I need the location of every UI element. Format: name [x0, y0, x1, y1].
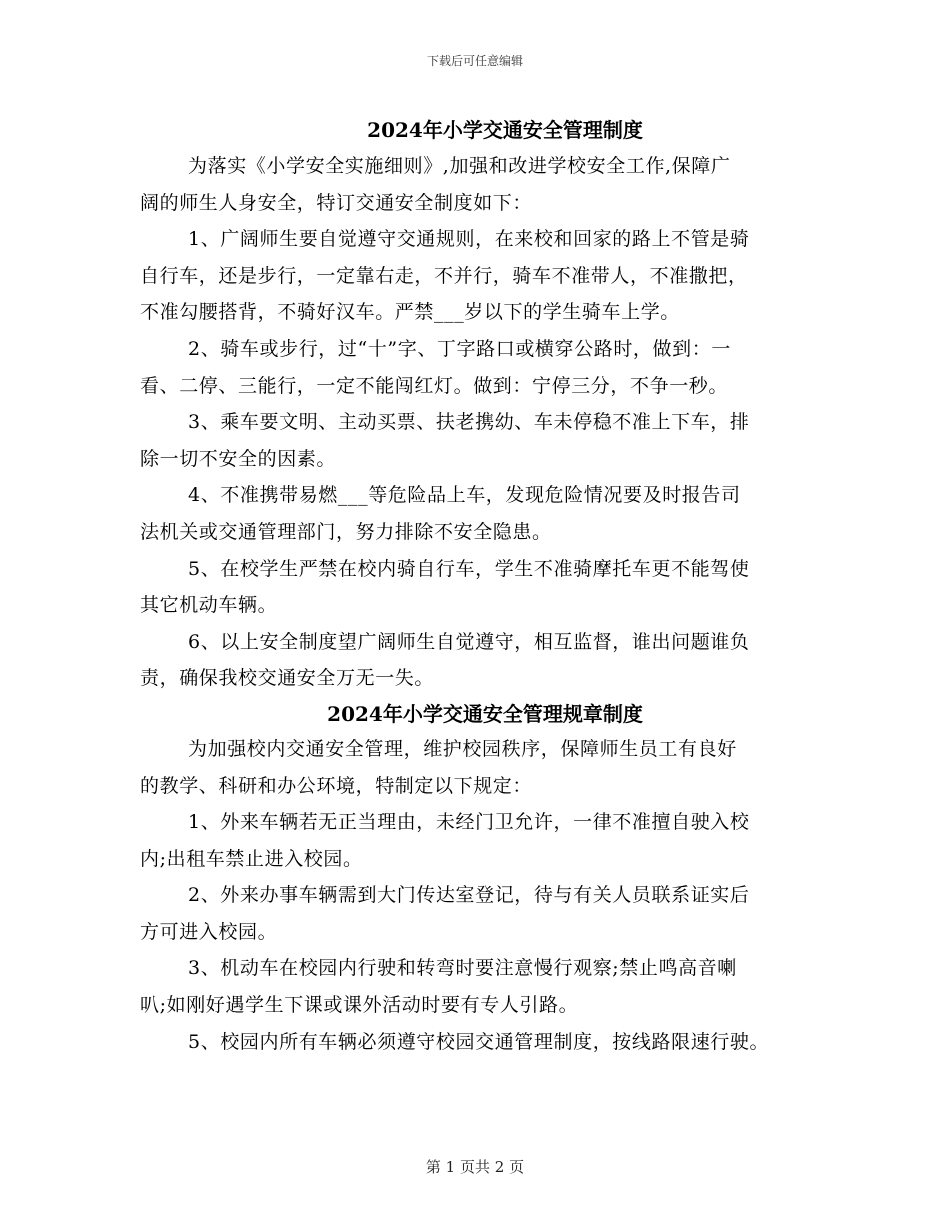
paragraph-line: 自行车，还是步行，一定靠右走，不并行，骑车不准带人，不准撒把，	[140, 264, 748, 287]
paragraph	[140, 950, 830, 1023]
page-number: 第 1 页共 2 页	[425, 1158, 525, 1176]
paragraph-line: 的教学、科研和办公环境，特制定以下规定：	[140, 774, 533, 797]
doc2-paragraphs	[140, 731, 830, 1060]
paragraph	[140, 624, 830, 697]
paragraph-line: 看、二停、三能行，一定不能闯红灯。做到：宁停三分，不争一秒。	[140, 374, 729, 397]
doc2-title: 2024年小学交通安全管理规章制度	[327, 701, 643, 726]
paragraph-line: 5、校园内所有车辆必须遵守校园交通管理制度，按线路限速行驶。	[188, 1030, 770, 1053]
paragraph-line: 除一切不安全的因素。	[140, 447, 337, 470]
paragraph-line: 2、骑车或步行，过“十”字、丁字路口或横穿公路时，做到：一	[188, 337, 731, 360]
paragraph-line: 其它机动车辆。	[140, 594, 278, 617]
paragraph	[140, 731, 830, 804]
paragraph	[140, 404, 830, 477]
paragraph	[140, 1024, 830, 1061]
paragraph-line: 为加强校内交通安全管理，维护校园秩序，保障师生员工有良好	[188, 737, 737, 760]
paragraph-line: 阔的师生人身安全，特订交通安全制度如下：	[140, 191, 533, 214]
document-body	[140, 112, 830, 1060]
paragraph	[140, 221, 830, 331]
paragraph-line: 叭;如刚好遇学生下课或课外活动时要有专人引路。	[140, 994, 579, 1017]
paragraph-line: 责，确保我校交通安全万无一失。	[140, 667, 435, 690]
paragraph	[140, 148, 830, 221]
doc1-paragraphs	[140, 148, 830, 697]
paragraph	[140, 477, 830, 550]
paragraph-line: 不准勾腰搭背，不骑好汉车。严禁___岁以下的学生骑车上学。	[140, 301, 680, 324]
paragraph-line: 1、广阔师生要自觉遵守交通规则，在来校和回家的路上不管是骑	[188, 228, 750, 251]
paragraph-line: 3、乘车要文明、主动买票、扶老携幼、车未停稳不准上下车，排	[188, 411, 750, 434]
paragraph	[140, 551, 830, 624]
paragraph-line: 方可进入校园。	[140, 920, 278, 943]
paragraph-line: 4、不准携带易燃___等危险品上车，发现危险情况要及时报告司	[188, 484, 741, 507]
paragraph	[140, 877, 830, 950]
paragraph-line: 法机关或交通管理部门，努力排除不安全隐患。	[140, 520, 552, 543]
paragraph-line: 3、机动车在校园内行驶和转弯时要注意慢行观察;禁止鸣高音喇	[188, 957, 737, 980]
header-note: 下载后可任意编辑	[426, 54, 523, 68]
doc1-title: 2024年小学交通安全管理制度	[367, 118, 643, 142]
paragraph-line: 1、外来车辆若无正当理由，未经门卫允许，一律不准擅自驶入校	[188, 811, 750, 834]
paragraph-line: 2、外来办事车辆需到大门传达室登记，待与有关人员联系证实后	[188, 884, 750, 907]
paragraph-line: 内;出租车禁止进入校园。	[140, 847, 363, 870]
paragraph	[140, 804, 830, 877]
paragraph-line: 6、以上安全制度望广阔师生自觉遵守，相互监督，谁出问题谁负	[188, 630, 750, 653]
paragraph-line: 为落实《小学安全实施细则》,加强和改进学校安全工作,保障广	[188, 155, 731, 177]
paragraph	[140, 331, 830, 404]
paragraph-line: 5、在校学生严禁在校内骑自行车，学生不准骑摩托车更不能驾使	[188, 557, 750, 580]
